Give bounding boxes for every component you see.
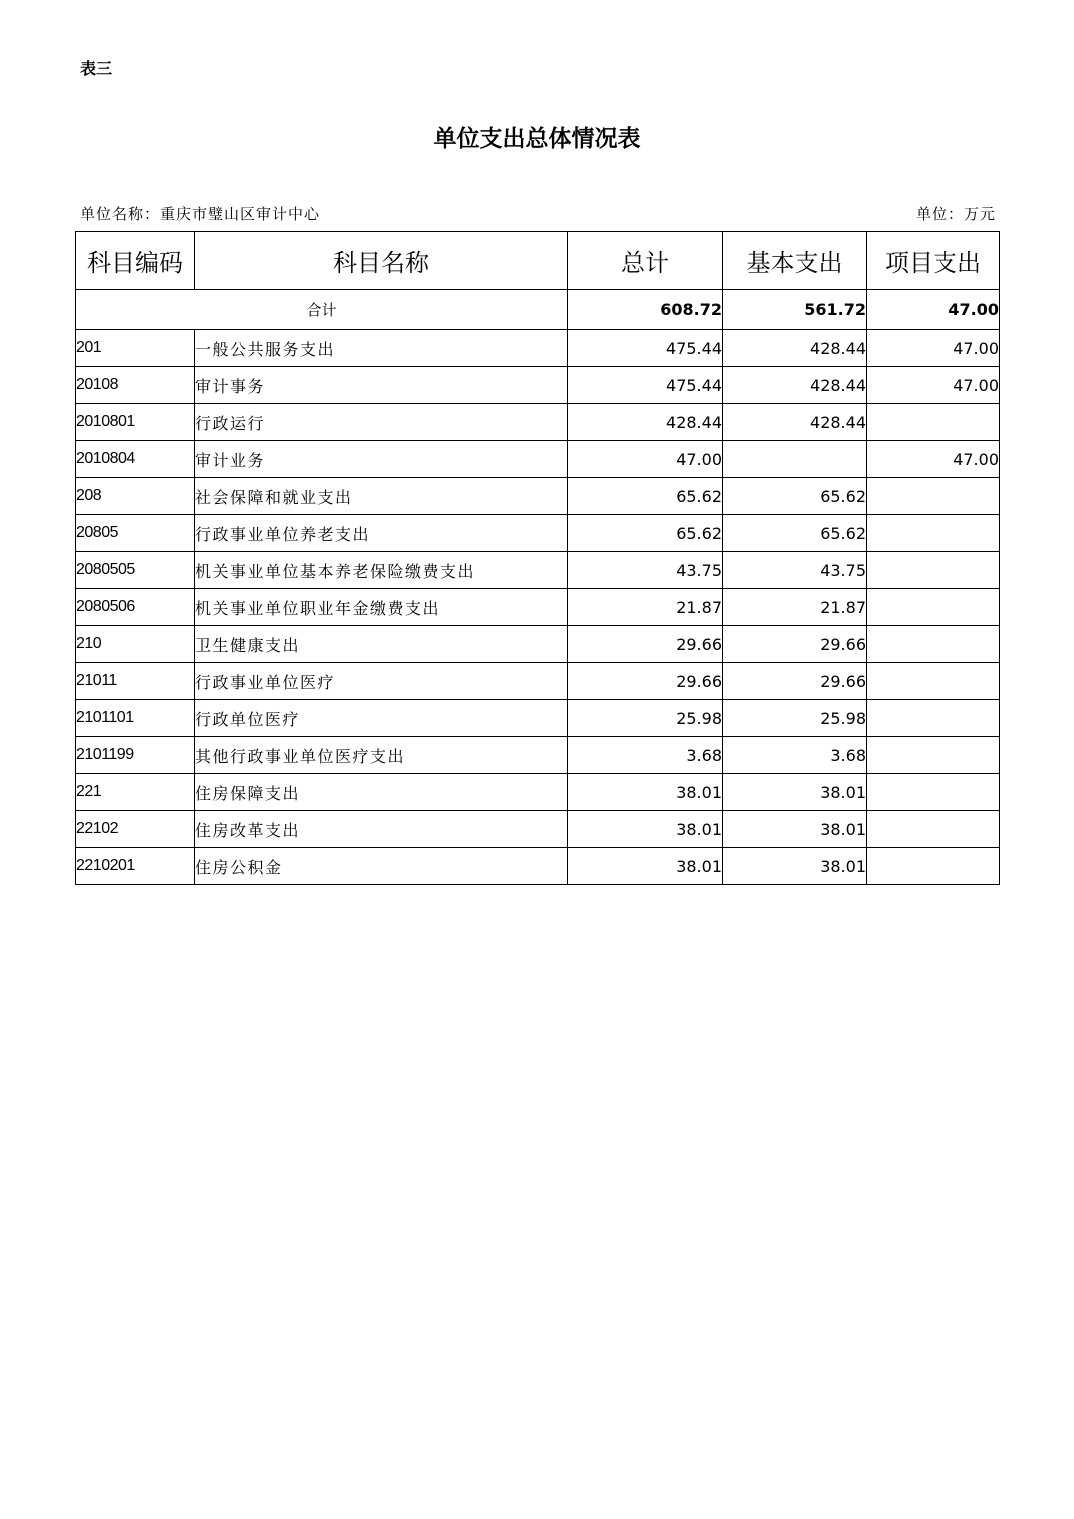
expenditure-table — [75, 231, 1000, 885]
total-basic: 561.72 — [723, 290, 867, 330]
currency-unit-label: 单位：万元 — [915, 205, 996, 223]
row-project — [867, 811, 1000, 848]
row-total: 25.98 — [568, 700, 723, 737]
header-total: 总计 — [568, 232, 723, 290]
table-row — [76, 552, 1000, 589]
row-code: 2210201 — [76, 848, 195, 885]
row-total: 65.62 — [568, 515, 723, 552]
row-code: 221 — [76, 774, 195, 811]
row-basic: 25.98 — [723, 700, 867, 737]
row-project — [867, 774, 1000, 811]
row-project — [867, 515, 1000, 552]
header-name: 科目名称 — [195, 232, 568, 290]
row-basic: 428.44 — [723, 404, 867, 441]
table-row — [76, 774, 1000, 811]
row-basic: 38.01 — [723, 774, 867, 811]
row-basic: 21.87 — [723, 589, 867, 626]
row-total: 475.44 — [568, 367, 723, 404]
header-row — [76, 232, 1000, 290]
table-row — [76, 441, 1000, 478]
row-name: 行政事业单位养老支出 — [195, 515, 568, 552]
table-row — [76, 737, 1000, 774]
row-code: 2101101 — [76, 700, 195, 737]
row-project — [867, 589, 1000, 626]
row-project — [867, 663, 1000, 700]
row-code: 2010804 — [76, 441, 195, 478]
row-code: 21011 — [76, 663, 195, 700]
row-name: 卫生健康支出 — [195, 626, 568, 663]
row-name: 行政单位医疗 — [195, 700, 568, 737]
row-code: 2080506 — [76, 589, 195, 626]
row-code: 210 — [76, 626, 195, 663]
row-basic: 29.66 — [723, 663, 867, 700]
table-row — [76, 663, 1000, 700]
row-total: 38.01 — [568, 774, 723, 811]
row-code: 2101199 — [76, 737, 195, 774]
header-basic: 基本支出 — [723, 232, 867, 290]
table-row — [76, 478, 1000, 515]
row-basic: 3.68 — [723, 737, 867, 774]
row-total: 43.75 — [568, 552, 723, 589]
table-row — [76, 700, 1000, 737]
row-name: 社会保障和就业支出 — [195, 478, 568, 515]
unit-name-label: 单位名称：重庆市璧山区审计中心 — [80, 205, 321, 223]
row-basic: 43.75 — [723, 552, 867, 589]
row-code: 208 — [76, 478, 195, 515]
row-total: 3.68 — [568, 737, 723, 774]
row-project — [867, 848, 1000, 885]
row-name: 行政事业单位医疗 — [195, 663, 568, 700]
row-code: 20805 — [76, 515, 195, 552]
row-name: 住房保障支出 — [195, 774, 568, 811]
row-total: 29.66 — [568, 663, 723, 700]
row-code: 2010801 — [76, 404, 195, 441]
table-row — [76, 811, 1000, 848]
row-name: 机关事业单位基本养老保险缴费支出 — [195, 552, 568, 589]
row-project — [867, 737, 1000, 774]
table-row — [76, 589, 1000, 626]
total-label: 合计 — [76, 290, 568, 330]
row-name: 其他行政事业单位医疗支出 — [195, 737, 568, 774]
row-basic: 428.44 — [723, 367, 867, 404]
row-name: 一般公共服务支出 — [195, 330, 568, 367]
row-basic: 65.62 — [723, 515, 867, 552]
table-row — [76, 330, 1000, 367]
total-project: 47.00 — [867, 290, 1000, 330]
row-basic: 38.01 — [723, 811, 867, 848]
row-code: 201 — [76, 330, 195, 367]
row-project — [867, 700, 1000, 737]
row-code: 22102 — [76, 811, 195, 848]
row-project — [867, 478, 1000, 515]
row-project — [867, 404, 1000, 441]
row-total: 47.00 — [568, 441, 723, 478]
row-code: 2080505 — [76, 552, 195, 589]
row-basic — [723, 441, 867, 478]
table-row — [76, 404, 1000, 441]
table-row — [76, 367, 1000, 404]
row-total: 428.44 — [568, 404, 723, 441]
total-total: 608.72 — [568, 290, 723, 330]
row-total: 21.87 — [568, 589, 723, 626]
row-total: 29.66 — [568, 626, 723, 663]
row-basic: 38.01 — [723, 848, 867, 885]
page-title: 单位支出总体情况表 — [433, 125, 641, 152]
row-name: 审计业务 — [195, 441, 568, 478]
header-code: 科目编码 — [76, 232, 195, 290]
row-project: 47.00 — [867, 367, 1000, 404]
page-label: 表三 — [80, 59, 113, 78]
table-row — [76, 848, 1000, 885]
row-total: 65.62 — [568, 478, 723, 515]
row-basic: 428.44 — [723, 330, 867, 367]
row-name: 审计事务 — [195, 367, 568, 404]
row-total: 38.01 — [568, 848, 723, 885]
row-total: 38.01 — [568, 811, 723, 848]
row-name: 机关事业单位职业年金缴费支出 — [195, 589, 568, 626]
row-project: 47.00 — [867, 441, 1000, 478]
total-row — [76, 290, 1000, 330]
row-project — [867, 626, 1000, 663]
header-project: 项目支出 — [867, 232, 1000, 290]
table-row — [76, 515, 1000, 552]
row-basic: 65.62 — [723, 478, 867, 515]
row-basic: 29.66 — [723, 626, 867, 663]
row-code: 20108 — [76, 367, 195, 404]
row-project: 47.00 — [867, 330, 1000, 367]
row-project — [867, 552, 1000, 589]
row-name: 住房改革支出 — [195, 811, 568, 848]
row-total: 475.44 — [568, 330, 723, 367]
row-name: 住房公积金 — [195, 848, 568, 885]
row-name: 行政运行 — [195, 404, 568, 441]
table-row — [76, 626, 1000, 663]
